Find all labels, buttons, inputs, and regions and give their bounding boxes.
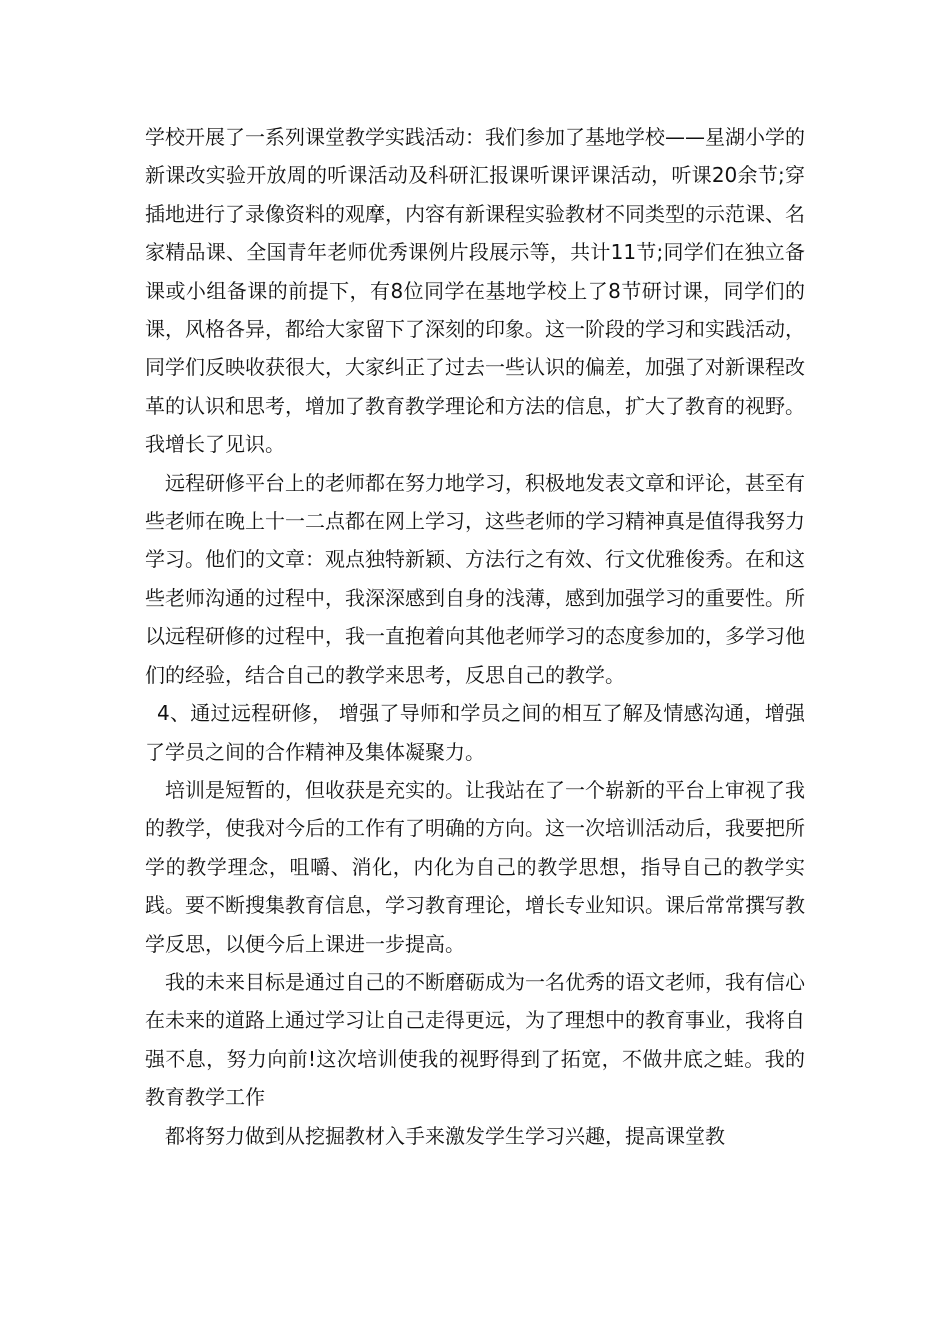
paragraph-future-goal: 我的未来目标是通过自己的不断磨砺成为一名优秀的语文老师，我有信心在未来的道路上通过学习让自己走得更远，为了理想中的教育事业，我将自强不息，努力向前!这次培训使我的视野得到了拓宽，不做井底之蛙。我的教育教学工作 [145,969,805,1110]
paragraph-continuation: 都将努力做到从挖掘教材入手来激发学生学习兴趣，提高课堂教 [165,1123,725,1148]
document-body [145,118,805,1155]
paragraph-activities: 学校开展了一系列课堂教学实践活动：我们参加了基地学校——星湖小学的新课改实验开放周的听课活动及科研汇报课听课评课活动，听课20余节;穿插地进行了录像资料的观摩，内容有新课程实验教材不同类型的示范课、名家精品课、全国青年老师优秀课例片段展示等，共计11节;同学们在独立备课或小组备课的前提下，有8位同学在基地学校上了8节研讨课，同学们的课，风格各异，都给大家留下了深刻的印象。这一阶段的学习和实践活动，同学们反映收获很大，大家纠正了过去一些认识的偏差，加强了对新课程改革的认识和思考，增加了教育教学理论和方法的信息，扩大了教育的视野。我增长了见识。 [145,125,805,457]
paragraph-point-4: 4、通过远程研修， 增强了导师和学员之间的相互了解及情感沟通，增强了学员之间的合作精神及集体凝聚力。 [145,701,805,764]
paragraph-remote-platform: 远程研修平台上的老师都在努力地学习，积极地发表文章和评论，甚至有些老师在晚上十一二点都在网上学习，这些老师的学习精神真是值得我努力学习。他们的文章：观点独特新颖、方法行之有效、行文优雅俊秀。在和这些老师沟通的过程中，我深深感到自身的浅薄，感到加强学习的重要性。所以远程研修的过程中，我一直抱着向其他老师学习的态度参加的，多学习他们的经验，结合自己的教学来思考，反思自己的教学。 [145,470,805,687]
paragraph-training-summary: 培训是短暂的，但收获是充实的。让我站在了一个崭新的平台上审视了我的教学，使我对今后的工作有了明确的方向。这一次培训活动后，我要把所学的教学理念，咀嚼、消化，内化为自己的教学思想，指导自己的教学实践。要不断搜集教育信息，学习教育理论，增长专业知识。课后常常撰写教学反思，以便今后上课进一步提高。 [145,777,805,956]
